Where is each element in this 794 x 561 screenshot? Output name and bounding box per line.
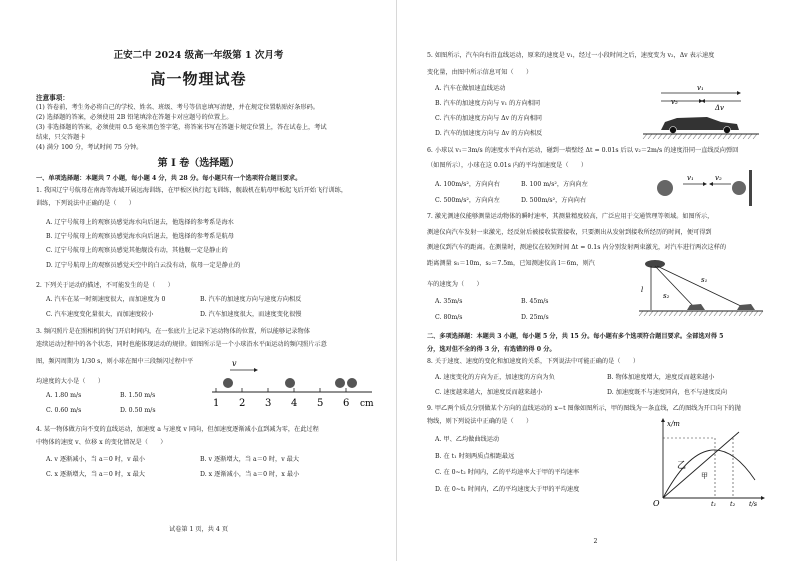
q6-wall bbox=[749, 170, 752, 206]
q9-option-c: C. 在 0~t₂ 时间内，乙的平均速率大于甲的平均速率 bbox=[435, 469, 580, 476]
q4-option-d: D. x 逐渐减小，当 a＝0 时，x 最小 bbox=[200, 471, 300, 478]
q3-stem-line4: 均速度的大小是（ ） bbox=[36, 378, 105, 385]
q4-stem-line2: 中物体的速度 v、位移 x 的变化情况是（ ） bbox=[36, 439, 167, 446]
hatch-mark bbox=[748, 134, 752, 139]
part2-intro-line2: 分，选对但不全的得 3 分，有选错的得 0 分。 bbox=[427, 346, 556, 353]
hatch-mark bbox=[738, 134, 742, 139]
q6-stem-line1: 6. 小球以 v₁＝3m/s 的速度水平向右运动，碰到一墙壁经 Δt = 0.01s 后以 v₂＝2m/s 的速度沿同一直线反向弹回 bbox=[427, 147, 739, 154]
hatch-mark bbox=[659, 311, 663, 316]
q3-arrow-head-icon bbox=[254, 368, 258, 372]
q3-ball-1 bbox=[223, 378, 233, 388]
hatch-mark bbox=[754, 311, 758, 316]
q1-option-b: B. 辽宁号航母上的观察员感觉海水向后退去，他选择的参考系是航母 bbox=[46, 233, 234, 240]
hatch-mark bbox=[654, 311, 658, 316]
note-1: (1) 答卷前，考生务必将自己的学校、姓名、班级、考号等信息填写清楚，并在规定位置粘贴好条形码。 bbox=[36, 104, 319, 111]
q3-ruler-label: 6 bbox=[343, 398, 350, 409]
q5-option-c: C. 汽车的加速度方向与 Δv 的方向相同 bbox=[435, 115, 542, 122]
q4-stem-line1: 4. 某一物体做方向不变的直线运动，加速度 a 与速度 v 同向，但加速度逐渐减小直到减为零，在此过程 bbox=[36, 426, 319, 433]
subject-title: 高一物理试卷 bbox=[150, 70, 247, 88]
q7-s2-line bbox=[655, 266, 695, 308]
q3-stem-line1: 3. 频闪照片是在照相机的快门开启时间内，在一张底片上记录下运动物体的位置，所以能够记录物体 bbox=[36, 328, 310, 335]
hatch-mark bbox=[733, 134, 737, 139]
hatch-mark bbox=[673, 134, 677, 139]
hatch-mark bbox=[639, 311, 643, 316]
hatch-mark bbox=[728, 134, 732, 139]
hatch-mark bbox=[644, 311, 648, 316]
notes-heading: 注意事项： bbox=[36, 94, 69, 102]
q9-jia-label: 甲 bbox=[701, 472, 708, 480]
q6-ball-before bbox=[657, 180, 673, 196]
hatch-mark bbox=[749, 311, 753, 316]
q5-v1-label: v₁ bbox=[697, 84, 704, 92]
hatch-mark bbox=[679, 311, 683, 316]
q5-stem-line2: 变化量，由图中所示信息可知（ ） bbox=[427, 69, 533, 76]
q7-option-b: B. 45m/s bbox=[521, 298, 549, 305]
q9-t-label: t/s bbox=[749, 500, 758, 508]
hatch-mark bbox=[759, 311, 763, 316]
q3-ruler-unit: cm bbox=[360, 399, 374, 409]
q5-dv-arrow-head-icon bbox=[701, 99, 705, 103]
hatch-mark bbox=[698, 134, 702, 139]
q5-car-wheel-rear bbox=[670, 127, 677, 134]
q3-stem-line2: 连续运动过程中的各个状态，同时也能体现运动的规律。如图所示是一个小球沿水平面运动的频闪照片示意 bbox=[36, 341, 327, 348]
q6-v2-arrow-head-icon bbox=[709, 182, 713, 186]
q3-ruler-label: 3 bbox=[265, 398, 272, 409]
q1-option-d: D. 辽宁号航母上的观察员感觉天空中的白云没有动，航母一定是静止的 bbox=[46, 262, 241, 269]
hatch-mark bbox=[694, 311, 698, 316]
q9-stem-line2: 物线，则下列说法中正确的是（ ） bbox=[427, 418, 533, 425]
q6-option-c: C. 500m/s²，方向向左 bbox=[435, 197, 500, 204]
q3-velocity-label: v bbox=[232, 359, 237, 368]
hatch-mark bbox=[664, 311, 668, 316]
q7-option-c: C. 80m/s bbox=[435, 314, 463, 321]
hatch-mark bbox=[709, 311, 713, 316]
hatch-mark bbox=[648, 134, 652, 139]
part2-intro-line1: 二、多项选择题：本题共 3 小题，每小题 5 分，共 15 分。每小题有多个选项符合题目要求。全部选对得 5 bbox=[427, 333, 724, 340]
q3-ruler-labels bbox=[213, 398, 349, 409]
q1-option-a: A. 辽宁号航母上的观察员感觉海水向后退去，他选择的参考系是海水 bbox=[46, 219, 234, 226]
q9-xt-graph bbox=[651, 418, 767, 508]
q5-option-a: A. 汽车在做加速直线运动 bbox=[435, 85, 506, 92]
q8-option-c: C. 速度越来越大，加速度反而越来越小 bbox=[435, 389, 543, 396]
hatch-mark bbox=[649, 311, 653, 316]
q8-option-b: B. 物体加速度增大，速度反而越来越小 bbox=[607, 374, 715, 381]
q6-option-b: B. 100 m/s²，方向向左 bbox=[521, 181, 588, 188]
hatch-mark bbox=[668, 134, 672, 139]
q3-ruler-ticks bbox=[216, 388, 346, 392]
hatch-mark bbox=[719, 311, 723, 316]
q9-yi-label: 乙 bbox=[677, 461, 687, 471]
note-3-cont: 结束，只交答题卡 bbox=[36, 134, 86, 141]
q5-option-b: B. 汽车的加速度方向与 v₁ 的方向相同 bbox=[435, 100, 541, 107]
q3-option-d: D. 0.50 m/s bbox=[120, 407, 156, 414]
q7-s1-line bbox=[657, 266, 745, 308]
q6-v1-arrow-head-icon bbox=[703, 182, 707, 186]
q7-stem-line5: 车的速度为（ ） bbox=[427, 281, 483, 288]
hatch-mark bbox=[723, 134, 727, 139]
hatch-mark bbox=[643, 134, 647, 139]
right-page-footer: 2 bbox=[593, 538, 598, 545]
q9-x-axis-arrow-icon bbox=[661, 418, 665, 422]
q7-road-hatch bbox=[639, 311, 763, 316]
q7-stem-line4: 距离测量 s₁＝10m，s₂＝7.5m，已知测速仪高 l＝6m，则汽 bbox=[427, 260, 595, 267]
q3-stem-line3: 图，频闪周期为 1/30 s，则小球在图中三段频闪过程中平 bbox=[36, 358, 194, 365]
q2-stem: 2. 下列关于运动的描述，不可能发生的是（ ） bbox=[36, 282, 174, 289]
q9-option-b: B. 在 t₁ 时刻两质点相距最远 bbox=[435, 453, 515, 460]
q8-option-a: A. 速度变化的方向为正，加速度的方向为负 bbox=[435, 374, 555, 381]
q1-stem-line1: 1. 我国辽宁号航母在南海等海域开展远海训练，在甲板区执行起飞训练，舰载机在航母甲板起飞后开始飞行训练， bbox=[36, 187, 348, 194]
q5-car-wheel-front bbox=[724, 127, 731, 134]
q6-stem-line2: （如图所示），小球在这 0.01s 内的平均加速度是（ ） bbox=[427, 162, 588, 169]
q9-stem-line1: 9. 甲乙两个质点分别做某个方向的直线运动的 x−t 图像如图所示，甲的图线为一条直线，乙的图线为开口向下的抛 bbox=[427, 405, 741, 412]
hatch-mark bbox=[718, 134, 722, 139]
hatch-mark bbox=[744, 311, 748, 316]
hatch-mark bbox=[704, 311, 708, 316]
hatch-mark bbox=[724, 311, 728, 316]
hatch-mark bbox=[708, 134, 712, 139]
q3-ball-3 bbox=[335, 378, 345, 388]
hatch-mark bbox=[683, 134, 687, 139]
q6-option-a: A. 100m/s²，方向向右 bbox=[435, 181, 500, 188]
hatch-mark bbox=[743, 134, 747, 139]
q7-speed-gun-icon bbox=[645, 260, 665, 268]
q6-v1-label: v₁ bbox=[687, 174, 694, 182]
hatch-mark bbox=[674, 311, 678, 316]
hatch-mark bbox=[753, 134, 757, 139]
q7-car-near-icon bbox=[687, 304, 705, 310]
hatch-mark bbox=[678, 134, 682, 139]
q6-option-d: D. 500m/s²，方向向右 bbox=[521, 197, 587, 204]
hatch-mark bbox=[669, 311, 673, 316]
hatch-mark bbox=[663, 134, 667, 139]
q3-ruler-label: 5 bbox=[317, 398, 324, 409]
q3-option-b: B. 1.50 m/s bbox=[120, 392, 156, 399]
q3-ruler-label: 4 bbox=[291, 398, 298, 409]
q2-option-d: D. 汽车加速度很大，而速度变化很慢 bbox=[200, 311, 302, 318]
q5-v2-label: v₂ bbox=[671, 98, 678, 106]
q9-curve-yi bbox=[663, 450, 755, 498]
q7-s1-label: s₁ bbox=[701, 276, 708, 284]
q7-option-d: D. 25m/s bbox=[521, 314, 549, 321]
exam-page-right bbox=[397, 0, 794, 561]
q6-ball-wall-figure bbox=[653, 168, 757, 208]
hatch-mark bbox=[658, 134, 662, 139]
q7-car-far-icon bbox=[737, 304, 755, 310]
q7-stem-line2: 测速仪向汽车发射一束激光，经反射后被接收装置接收，只要测出从发射到接收所经历的时间，便可得到 bbox=[427, 229, 712, 236]
q3-ball-2 bbox=[285, 378, 295, 388]
q3-ruler-label: 2 bbox=[239, 398, 246, 409]
q7-s2-label: s₂ bbox=[663, 292, 670, 300]
q9-option-a: A. 甲、乙均做曲线运动 bbox=[435, 436, 500, 443]
q3-strobe-figure bbox=[200, 356, 380, 412]
q3-option-a: A. 1.80 m/s bbox=[46, 392, 82, 399]
q7-stem-line3: 测速仪到汽车的距离。在测量时，测速仪在较短时间 Δt = 0.1s 内分别发射两束激光，对汽车进行两次这样的 bbox=[427, 244, 727, 251]
q3-option-c: C. 0.60 m/s bbox=[46, 407, 82, 414]
q7-laser-figure bbox=[635, 254, 765, 320]
q2-option-c: C. 汽车速度变化量很大，而加速度较小 bbox=[46, 311, 154, 318]
q5-option-d: D. 汽车的加速度方向与 Δv 的方向相反 bbox=[435, 130, 543, 137]
q7-stem-line1: 7. 激光测速仪能够测量运动物体的瞬时速率，其测量精度较高，广泛应用于交通管理等领域。如图所示， bbox=[427, 213, 714, 220]
q5-dv-label: Δv bbox=[715, 104, 725, 112]
q8-stem: 8. 关于速度、速度的变化和加速度的关系，下列说法中可能正确的是（ ） bbox=[427, 358, 640, 365]
q3-ball-4 bbox=[347, 378, 357, 388]
hatch-mark bbox=[713, 134, 717, 139]
hatch-mark bbox=[729, 311, 733, 316]
q5-ground-hatch bbox=[643, 134, 757, 139]
q6-ball-after bbox=[732, 181, 746, 195]
hatch-mark bbox=[734, 311, 738, 316]
section-title: 第 I 卷（选择题） bbox=[157, 158, 240, 169]
left-page-footer: 试卷第 1 页，共 4 页 bbox=[168, 526, 229, 533]
q7-l-label: l bbox=[641, 286, 644, 294]
q5-v1-arrow-head-icon bbox=[737, 91, 741, 95]
exam-title: 正安二中 2024 级高一年级第 1 次月考 bbox=[113, 50, 284, 61]
q6-v2-label: v₂ bbox=[715, 174, 722, 182]
q9-line-jia bbox=[663, 432, 739, 498]
hatch-mark bbox=[739, 311, 743, 316]
note-3: (3) 非选择题的答案，必须使用 0.5 毫米黑色签字笔，将答案书写在答题卡规定位置上，答在试卷上，考试 bbox=[36, 124, 327, 131]
q9-x-label: x/m bbox=[667, 420, 680, 428]
hatch-mark bbox=[714, 311, 718, 316]
q5-car-figure bbox=[641, 82, 761, 142]
q8-option-d: D. 加速度既不与速度同向，也不与速度反向 bbox=[607, 389, 728, 396]
q9-origin-label: O bbox=[653, 499, 660, 508]
q9-t-axis-arrow-icon bbox=[761, 496, 765, 500]
hatch-mark bbox=[703, 134, 707, 139]
q7-option-a: A. 35m/s bbox=[435, 298, 463, 305]
q4-option-c: C. x 逐渐增大，当 a＝0 时，x 最大 bbox=[46, 471, 145, 478]
q2-option-b: B. 汽车的加速度方向与速度方向相反 bbox=[200, 296, 302, 303]
hatch-mark bbox=[693, 134, 697, 139]
hatch-mark bbox=[689, 311, 693, 316]
q9-t2-label: t₂ bbox=[730, 500, 736, 508]
q1-stem-line2: 训练，下列说法中正确的是（ ） bbox=[36, 200, 135, 207]
q9-option-d: D. 在 0~t₁ 时间内，乙的平均速度大于甲的平均速度 bbox=[435, 486, 580, 493]
hatch-mark bbox=[684, 311, 688, 316]
hatch-mark bbox=[688, 134, 692, 139]
q1-option-c: C. 辽宁号航母上的观察员感觉其他舰没有动，其他舰一定是静止的 bbox=[46, 247, 228, 254]
q3-ruler-label: 1 bbox=[213, 398, 220, 409]
q4-option-b: B. v 逐渐增大，当 a＝0 时，v 最大 bbox=[200, 456, 300, 463]
note-2: (2) 选择题的答案，必须使用 2B 铅笔填涂在答题卡对应题号的位置上。 bbox=[36, 114, 233, 121]
q9-t1-label: t₁ bbox=[711, 500, 717, 508]
note-4: (4) 满分 100 分，考试时间 75 分钟。 bbox=[36, 144, 143, 151]
q4-option-a: A. v 逐渐减小，当 a＝0 时，v 最小 bbox=[46, 456, 145, 463]
part1-intro: 一、单项选择题：本题共 7 小题，每小题 4 分，共 28 分。每小题只有一个选项符合题目要求。 bbox=[36, 175, 302, 182]
hatch-mark bbox=[653, 134, 657, 139]
q5-stem-line1: 5. 如图所示，汽车向右沿直线运动，原来的速度是 v₁，经过一小段时间之后，速度变为 v₂，Δv 表示速度 bbox=[427, 52, 715, 59]
hatch-mark bbox=[699, 311, 703, 316]
q2-option-a: A. 汽车在某一时刻速度很大，而加速度为 0 bbox=[46, 296, 166, 303]
